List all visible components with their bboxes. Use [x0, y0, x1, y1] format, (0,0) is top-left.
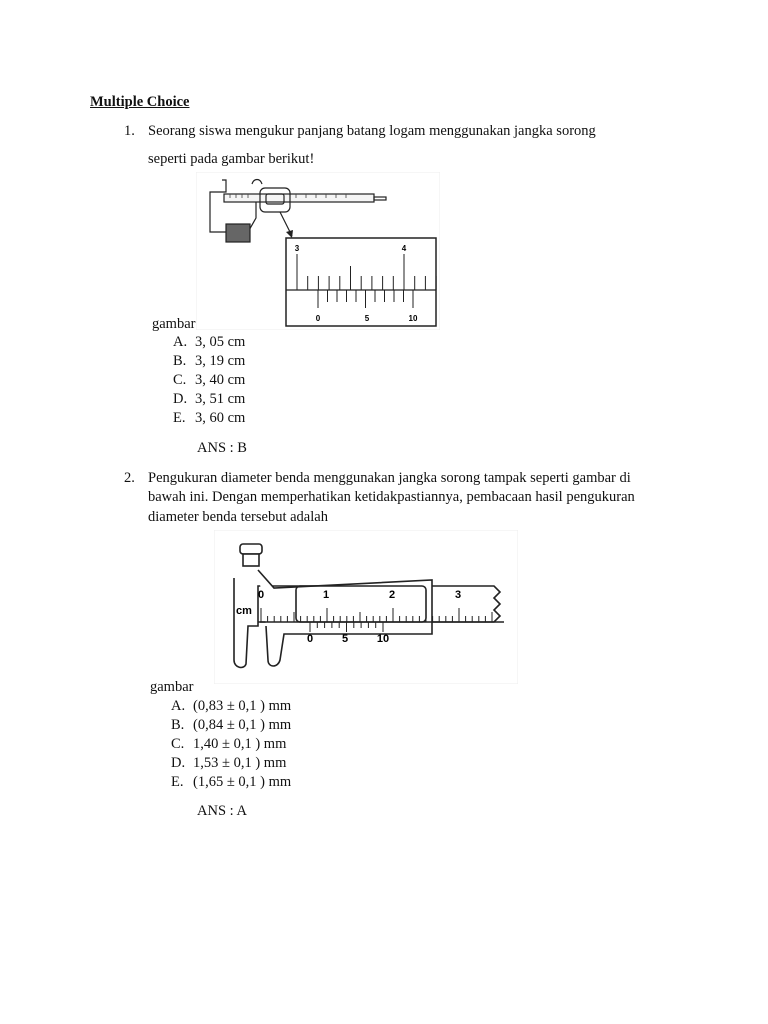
- question-1-caliper-figure: [196, 172, 440, 330]
- question-1-line-2: seperti pada gambar berikut!: [148, 151, 315, 167]
- question-1-line-1: Seorang siswa mengukur panjang batang logam menggunakan jangka sorong: [148, 123, 596, 139]
- main-scale-label: 3: [454, 589, 462, 601]
- option-text: (1,65 ± 0,1 ) mm: [193, 774, 292, 790]
- main-scale-label: 1: [322, 589, 330, 601]
- option-letter: B.: [173, 353, 187, 369]
- question-2-line-1: Pengukuran diameter benda menggunakan jangka sorong tampak seperti gambar di: [148, 470, 631, 486]
- option-e[interactable]: [173, 410, 245, 429]
- option-letter: C.: [171, 736, 185, 752]
- question-2-answer: ANS : A: [197, 803, 247, 819]
- option-a[interactable]: [173, 334, 245, 353]
- option-text: (0,84 ± 0,1 ) mm: [193, 717, 292, 733]
- option-text: 3, 05 cm: [195, 334, 246, 350]
- option-letter: D.: [173, 391, 188, 407]
- vernier-scale-label: 0: [306, 633, 314, 645]
- option-d[interactable]: [171, 755, 291, 774]
- option-d[interactable]: [173, 391, 245, 410]
- vernier-scale-label: 10: [408, 314, 418, 323]
- question-2-number: 2.: [124, 470, 135, 486]
- option-c[interactable]: [173, 372, 245, 391]
- main-scale-label: 3: [294, 244, 300, 253]
- main-scale-label: 4: [401, 244, 407, 253]
- option-letter: E.: [173, 410, 186, 426]
- option-letter: A.: [171, 698, 186, 714]
- option-letter: B.: [171, 717, 185, 733]
- vernier-scale-label: 5: [341, 633, 349, 645]
- question-2-figure-caption: gambar: [150, 679, 194, 695]
- unit-label: cm: [236, 605, 252, 617]
- question-2-options: [171, 698, 291, 793]
- vernier-scale-label: 5: [364, 314, 370, 323]
- question-1-number: 1.: [124, 123, 135, 139]
- question-2-line-2: bawah ini. Dengan memperhatikan ketidakpastiannya, pembacaan hasil pengukuran: [148, 489, 635, 505]
- vernier-scale-label: 10: [376, 633, 390, 645]
- option-b[interactable]: [171, 717, 291, 736]
- option-b[interactable]: [173, 353, 245, 372]
- option-text: 1,53 ± 0,1 ) mm: [193, 755, 287, 771]
- option-text: 1,40 ± 0,1 ) mm: [193, 736, 287, 752]
- question-2-caliper-figure: [214, 530, 518, 684]
- option-letter: D.: [171, 755, 186, 771]
- option-letter: C.: [173, 372, 187, 388]
- option-text: (0,83 ± 0,1 ) mm: [193, 698, 292, 714]
- option-letter: E.: [171, 774, 184, 790]
- option-e[interactable]: [171, 774, 291, 793]
- main-scale-label: 0: [257, 589, 265, 601]
- option-c[interactable]: [171, 736, 291, 755]
- question-1-options: [173, 334, 245, 429]
- option-text: 3, 51 cm: [195, 391, 246, 407]
- option-text: 3, 19 cm: [195, 353, 246, 369]
- option-letter: A.: [173, 334, 188, 350]
- main-scale-label: 2: [388, 589, 396, 601]
- option-text: 3, 40 cm: [195, 372, 246, 388]
- question-2-line-3: diameter benda tersebut adalah: [148, 509, 328, 525]
- question-1-figure-caption: gambar: [152, 316, 196, 332]
- option-text: 3, 60 cm: [195, 410, 246, 426]
- option-a[interactable]: [171, 698, 291, 717]
- vernier-scale-label: 0: [315, 314, 321, 323]
- section-heading: Multiple Choice: [90, 94, 190, 110]
- question-1-answer: ANS : B: [197, 440, 247, 456]
